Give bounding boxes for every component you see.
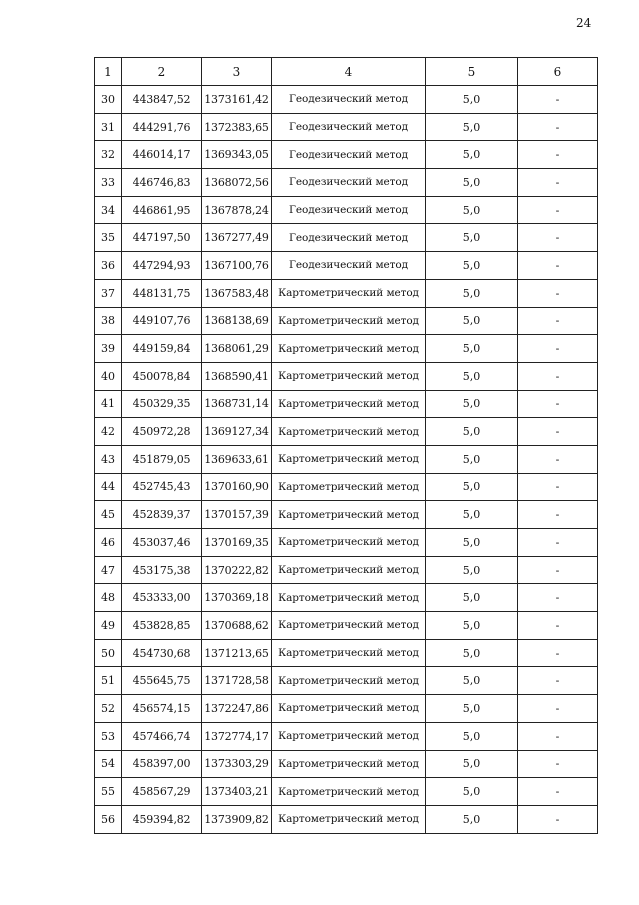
y-coordinate-cell: 1373909,82 [202,805,272,833]
method-cell: Геодезический метод [272,196,426,224]
column-header-x-coordinate: 2 [122,58,202,86]
table-row [95,196,598,224]
point-number-cell: 48 [95,584,122,612]
description-cell: - [518,584,598,612]
x-coordinate-cell: 452745,43 [122,473,202,501]
accuracy-cell: 5,0 [426,750,518,778]
x-coordinate-cell: 446014,17 [122,141,202,169]
description-cell: - [518,556,598,584]
x-coordinate-cell: 458397,00 [122,750,202,778]
accuracy-cell: 5,0 [426,252,518,280]
table-row [95,473,598,501]
point-number-cell: 49 [95,612,122,640]
method-cell: Картометрический метод [272,335,426,363]
point-number-cell: 37 [95,279,122,307]
point-number-cell: 56 [95,805,122,833]
accuracy-cell: 5,0 [426,141,518,169]
method-cell: Картометрический метод [272,473,426,501]
description-cell: - [518,169,598,197]
method-cell: Картометрический метод [272,805,426,833]
x-coordinate-cell: 457466,74 [122,722,202,750]
table-row [95,750,598,778]
column-header-method: 4 [272,58,426,86]
x-coordinate-cell: 446861,95 [122,196,202,224]
method-cell: Картометрический метод [272,418,426,446]
accuracy-cell: 5,0 [426,695,518,723]
table-row [95,667,598,695]
point-number-cell: 50 [95,639,122,667]
accuracy-cell: 5,0 [426,612,518,640]
description-cell: - [518,750,598,778]
page-number: 24 [576,16,592,30]
point-number-cell: 33 [95,169,122,197]
point-number-cell: 42 [95,418,122,446]
accuracy-cell: 5,0 [426,556,518,584]
y-coordinate-cell: 1368061,29 [202,335,272,363]
point-number-cell: 31 [95,113,122,141]
point-number-cell: 39 [95,335,122,363]
table-row [95,252,598,280]
table-row [95,584,598,612]
point-number-cell: 44 [95,473,122,501]
table-row [95,805,598,833]
table-row [95,722,598,750]
y-coordinate-cell: 1370688,62 [202,612,272,640]
column-header-description: 6 [518,58,598,86]
point-number-cell: 36 [95,252,122,280]
y-coordinate-cell: 1369127,34 [202,418,272,446]
point-number-cell: 55 [95,778,122,806]
accuracy-cell: 5,0 [426,778,518,806]
accuracy-cell: 5,0 [426,805,518,833]
table-row [95,86,598,114]
method-cell: Картометрический метод [272,445,426,473]
point-number-cell: 47 [95,556,122,584]
method-cell: Картометрический метод [272,556,426,584]
x-coordinate-cell: 443847,52 [122,86,202,114]
x-coordinate-cell: 449159,84 [122,335,202,363]
point-number-cell: 30 [95,86,122,114]
column-header-accuracy: 5 [426,58,518,86]
y-coordinate-cell: 1369343,05 [202,141,272,169]
description-cell: - [518,722,598,750]
accuracy-cell: 5,0 [426,473,518,501]
x-coordinate-cell: 454730,68 [122,639,202,667]
method-cell: Геодезический метод [272,169,426,197]
accuracy-cell: 5,0 [426,445,518,473]
description-cell: - [518,445,598,473]
y-coordinate-cell: 1373403,21 [202,778,272,806]
accuracy-cell: 5,0 [426,196,518,224]
point-number-cell: 51 [95,667,122,695]
accuracy-cell: 5,0 [426,279,518,307]
table-row [95,224,598,252]
y-coordinate-cell: 1370222,82 [202,556,272,584]
accuracy-cell: 5,0 [426,224,518,252]
y-coordinate-cell: 1370369,18 [202,584,272,612]
description-cell: - [518,612,598,640]
x-coordinate-cell: 453175,38 [122,556,202,584]
description-cell: - [518,224,598,252]
point-number-cell: 46 [95,529,122,557]
accuracy-cell: 5,0 [426,113,518,141]
accuracy-cell: 5,0 [426,307,518,335]
method-cell: Геодезический метод [272,141,426,169]
table-row [95,418,598,446]
method-cell: Картометрический метод [272,667,426,695]
y-coordinate-cell: 1372774,17 [202,722,272,750]
point-number-cell: 40 [95,362,122,390]
table-body [95,86,598,834]
x-coordinate-cell: 453333,00 [122,584,202,612]
y-coordinate-cell: 1373161,42 [202,86,272,114]
x-coordinate-cell: 458567,29 [122,778,202,806]
y-coordinate-cell: 1371213,65 [202,639,272,667]
x-coordinate-cell: 459394,82 [122,805,202,833]
coordinates-table [94,57,598,834]
accuracy-cell: 5,0 [426,584,518,612]
point-number-cell: 41 [95,390,122,418]
point-number-cell: 45 [95,501,122,529]
y-coordinate-cell: 1368590,41 [202,362,272,390]
table-row [95,307,598,335]
table-header-row [95,58,598,86]
method-cell: Картометрический метод [272,722,426,750]
table-row [95,390,598,418]
description-cell: - [518,196,598,224]
accuracy-cell: 5,0 [426,529,518,557]
y-coordinate-cell: 1367878,24 [202,196,272,224]
accuracy-cell: 5,0 [426,86,518,114]
y-coordinate-cell: 1367277,49 [202,224,272,252]
x-coordinate-cell: 455645,75 [122,667,202,695]
description-cell: - [518,418,598,446]
description-cell: - [518,113,598,141]
accuracy-cell: 5,0 [426,501,518,529]
point-number-cell: 53 [95,722,122,750]
description-cell: - [518,307,598,335]
accuracy-cell: 5,0 [426,362,518,390]
y-coordinate-cell: 1371728,58 [202,667,272,695]
table-row [95,113,598,141]
table-row [95,778,598,806]
description-cell: - [518,805,598,833]
x-coordinate-cell: 447197,50 [122,224,202,252]
table-row [95,362,598,390]
y-coordinate-cell: 1368072,56 [202,169,272,197]
table-row [95,501,598,529]
y-coordinate-cell: 1370160,90 [202,473,272,501]
method-cell: Картометрический метод [272,695,426,723]
description-cell: - [518,141,598,169]
accuracy-cell: 5,0 [426,335,518,363]
x-coordinate-cell: 452839,37 [122,501,202,529]
method-cell: Картометрический метод [272,390,426,418]
table-row [95,335,598,363]
column-header-y-coordinate: 3 [202,58,272,86]
method-cell: Геодезический метод [272,86,426,114]
column-header-point-number: 1 [95,58,122,86]
point-number-cell: 38 [95,307,122,335]
y-coordinate-cell: 1369633,61 [202,445,272,473]
accuracy-cell: 5,0 [426,722,518,750]
accuracy-cell: 5,0 [426,418,518,446]
point-number-cell: 35 [95,224,122,252]
y-coordinate-cell: 1368138,69 [202,307,272,335]
table-row [95,695,598,723]
x-coordinate-cell: 456574,15 [122,695,202,723]
method-cell: Геодезический метод [272,224,426,252]
table-row [95,279,598,307]
x-coordinate-cell: 450972,28 [122,418,202,446]
x-coordinate-cell: 448131,75 [122,279,202,307]
method-cell: Геодезический метод [272,252,426,280]
point-number-cell: 32 [95,141,122,169]
method-cell: Картометрический метод [272,279,426,307]
description-cell: - [518,778,598,806]
method-cell: Картометрический метод [272,778,426,806]
x-coordinate-cell: 449107,76 [122,307,202,335]
table-row [95,169,598,197]
y-coordinate-cell: 1373303,29 [202,750,272,778]
method-cell: Картометрический метод [272,639,426,667]
method-cell: Картометрический метод [272,307,426,335]
accuracy-cell: 5,0 [426,169,518,197]
description-cell: - [518,501,598,529]
x-coordinate-cell: 451879,05 [122,445,202,473]
y-coordinate-cell: 1368731,14 [202,390,272,418]
table-row [95,556,598,584]
table-row [95,529,598,557]
description-cell: - [518,667,598,695]
table-row [95,612,598,640]
x-coordinate-cell: 444291,76 [122,113,202,141]
x-coordinate-cell: 446746,83 [122,169,202,197]
point-number-cell: 43 [95,445,122,473]
description-cell: - [518,252,598,280]
method-cell: Картометрический метод [272,501,426,529]
point-number-cell: 52 [95,695,122,723]
table-row [95,445,598,473]
description-cell: - [518,390,598,418]
x-coordinate-cell: 447294,93 [122,252,202,280]
y-coordinate-cell: 1372383,65 [202,113,272,141]
y-coordinate-cell: 1367100,76 [202,252,272,280]
table-row [95,141,598,169]
method-cell: Картометрический метод [272,750,426,778]
x-coordinate-cell: 453828,85 [122,612,202,640]
x-coordinate-cell: 450329,35 [122,390,202,418]
method-cell: Картометрический метод [272,612,426,640]
point-number-cell: 34 [95,196,122,224]
y-coordinate-cell: 1370157,39 [202,501,272,529]
description-cell: - [518,695,598,723]
method-cell: Картометрический метод [272,584,426,612]
method-cell: Геодезический метод [272,113,426,141]
table-row [95,639,598,667]
method-cell: Картометрический метод [272,529,426,557]
description-cell: - [518,86,598,114]
description-cell: - [518,335,598,363]
method-cell: Картометрический метод [272,362,426,390]
x-coordinate-cell: 453037,46 [122,529,202,557]
description-cell: - [518,529,598,557]
description-cell: - [518,279,598,307]
accuracy-cell: 5,0 [426,390,518,418]
point-number-cell: 54 [95,750,122,778]
description-cell: - [518,362,598,390]
y-coordinate-cell: 1370169,35 [202,529,272,557]
accuracy-cell: 5,0 [426,667,518,695]
y-coordinate-cell: 1367583,48 [202,279,272,307]
x-coordinate-cell: 450078,84 [122,362,202,390]
description-cell: - [518,473,598,501]
description-cell: - [518,639,598,667]
accuracy-cell: 5,0 [426,639,518,667]
y-coordinate-cell: 1372247,86 [202,695,272,723]
